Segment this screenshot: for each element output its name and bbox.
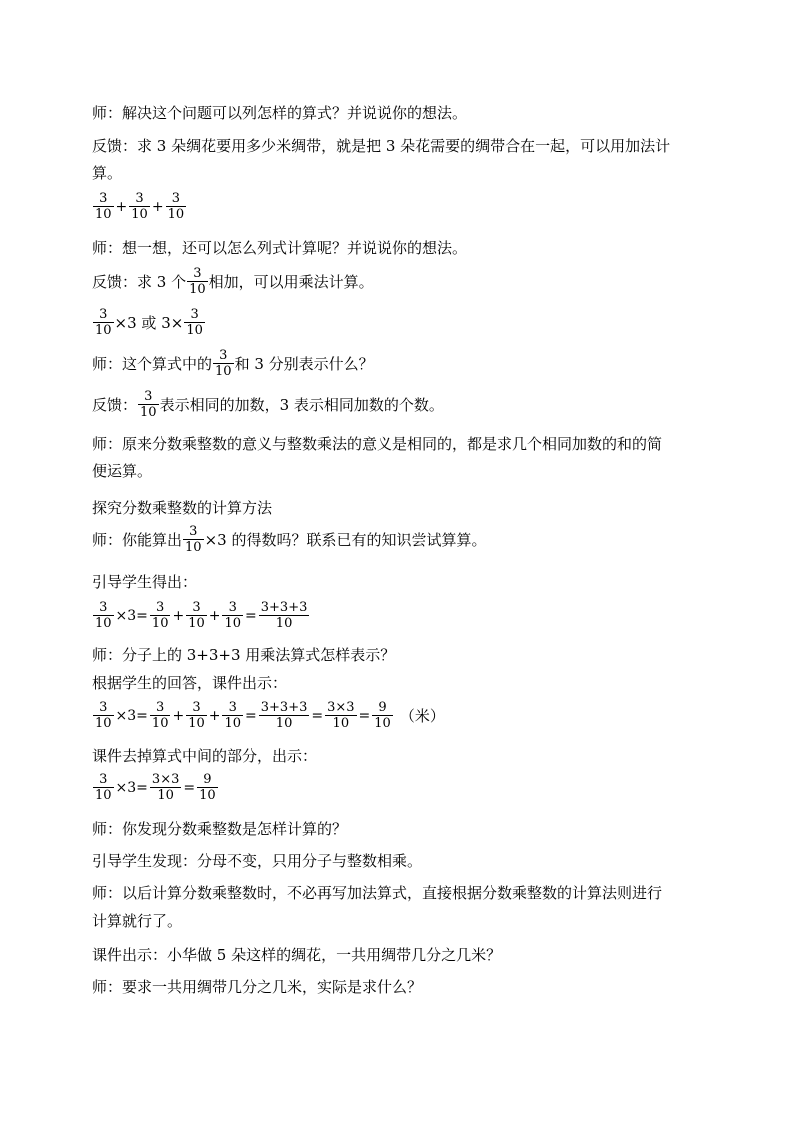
fraction: $\frac{3\times 3}{10}$ — [327, 700, 355, 731]
formula-addition: $\frac{3}{10}$ + $\frac{3}{10}$ + $\frac{3}{10}$ — [95, 191, 185, 222]
paragraph-guide-3: 引导学生发现：分母不变，只用分子与整数相乘。 — [92, 852, 423, 870]
paragraph-teacher-summary-a: 师：原来分数乘整数的意义与整数乘法的意义是相同的，都是求几个相同加数的和的简 — [92, 435, 663, 453]
fraction: $\frac{3}{10}$ — [95, 191, 112, 222]
paragraph-teacher-question-6: 师：你发现分数乘整数是怎样计算的？ — [92, 820, 348, 838]
paragraph-courseware-2: 课件出示：小华做 5 朵这样的绸花，一共用绸带几分之几米？ — [92, 946, 502, 964]
paragraph-feedback-1a: 反馈：求 3 朵绸花要用多少米绸带，就是把 3 朵花需要的绸带合在一起，可以用加法计 — [92, 137, 671, 155]
fraction: $\frac{3}{10}$ — [95, 307, 112, 338]
paragraph-feedback-3: 反馈： $\frac{3}{10}$ 表示相同的加数，3 表示相同加数的个数。 — [92, 389, 444, 420]
fraction: $\frac{3}{10}$ — [151, 600, 169, 631]
fraction: $\frac{3}{10}$ — [189, 266, 206, 297]
fraction: $\frac{3}{10}$ — [186, 307, 203, 338]
fraction: $\frac{3}{10}$ — [224, 700, 242, 731]
fraction: $\frac{3+3+3}{10}$ — [260, 600, 308, 631]
paragraph-guide-2: 根据学生的回答，课件出示： — [92, 674, 288, 692]
formula-derivation-1: $\frac{3}{10}$ ×3= $\frac{3}{10}$ + $\frac{3}{10}$ + $\frac{3}{10}$ = $\frac{3+3+3}{10}$ — [95, 600, 308, 631]
formula-derivation-2: $\frac{3}{10}$ ×3= $\frac{3}{10}$ + $\frac{3}{10}$ + $\frac{3}{10}$ = $\frac{3+3+3}{10}$ = $\frac{3\times 3}{10}$ = $\frac{9}{10}$ （米） — [95, 700, 445, 731]
paragraph-teacher-question-2: 师：想一想，还可以怎么列式计算呢？并说说你的想法。 — [92, 239, 468, 257]
paragraph-courseware-1: 课件去掉算式中间的部分，出示： — [92, 747, 318, 765]
fraction: $\frac{9}{10}$ — [374, 700, 391, 731]
fraction: $\frac{3}{10}$ — [224, 600, 242, 631]
paragraph-teacher-question-5: 师：分子上的 3+3+3 用乘法算式怎样表示？ — [92, 646, 396, 664]
formula-multiplication: $\frac{3}{10}$ ×3 或 3× $\frac{3}{10}$ — [95, 307, 203, 338]
paragraph-feedback-1b: 算。 — [92, 164, 123, 182]
fraction: $\frac{3}{10}$ — [140, 389, 157, 420]
paragraph-teacher-rule-a: 师：以后计算分数乘整数时，不必再写加法算式，直接根据分数乘整数的计算法则进行 — [92, 884, 663, 902]
fraction: $\frac{3}{10}$ — [185, 524, 202, 555]
paragraph-feedback-2: 反馈：求 3 个 $\frac{3}{10}$ 相加，可以用乘法计算。 — [92, 266, 374, 297]
fraction: $\frac{3}{10}$ — [188, 600, 205, 631]
formula-simplified: $\frac{3}{10}$ ×3= $\frac{3\times 3}{10}$ = $\frac{9}{10}$ — [95, 772, 216, 803]
fraction: $\frac{3}{10}$ — [95, 600, 112, 631]
paragraph-teacher-question-7: 师：要求一共用绸带几分之几米，实际是求什么？ — [92, 978, 423, 996]
section-heading: 探究分数乘整数的计算方法 — [92, 499, 273, 517]
fraction: $\frac{3}{10}$ — [167, 191, 185, 222]
fraction: $\frac{3}{10}$ — [215, 348, 232, 379]
paragraph-teacher-question-3: 师：这个算式中的 $\frac{3}{10}$ 和 3 分别表示什么？ — [92, 348, 374, 379]
fraction: $\frac{9}{10}$ — [199, 772, 216, 803]
fraction: $\frac{3}{10}$ — [95, 772, 112, 803]
paragraph-teacher-rule-b: 计算就行了。 — [92, 912, 183, 930]
paragraph-teacher-summary-b: 便运算。 — [92, 462, 153, 480]
fraction: $\frac{3+3+3}{10}$ — [260, 700, 308, 731]
fraction: $\frac{3}{10}$ — [131, 191, 148, 222]
fraction: $\frac{3}{10}$ — [188, 700, 205, 731]
fraction: $\frac{3}{10}$ — [95, 700, 112, 731]
paragraph-teacher-question-1: 师：解决这个问题可以列怎样的算式？并说说你的想法。 — [92, 104, 468, 122]
fraction: $\frac{3\times 3}{10}$ — [151, 772, 180, 803]
paragraph-teacher-question-4: 师：你能算出 $\frac{3}{10}$ ×3 的得数吗？联系已有的知识尝试算算。 — [92, 524, 487, 555]
paragraph-guide-1: 引导学生得出： — [92, 573, 198, 591]
fraction: $\frac{3}{10}$ — [151, 700, 169, 731]
